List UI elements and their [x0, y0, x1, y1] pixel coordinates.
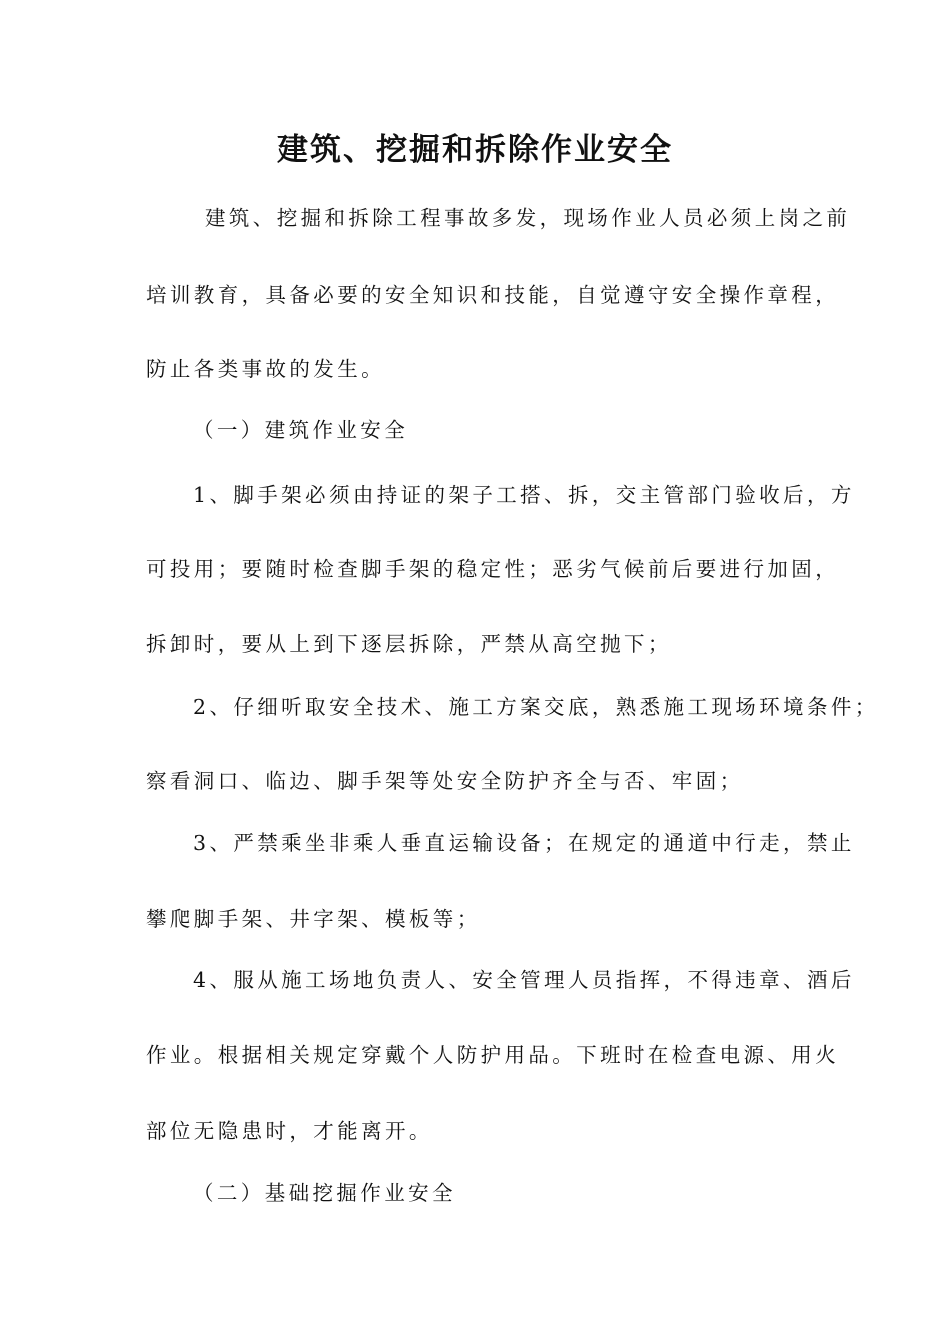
list-item-line: 可投用；要随时检查脚手架的稳定性；恶劣气候前后要进行加固，: [146, 557, 840, 581]
list-item-line: 4、服从施工场地负责人、安全管理人员指挥，不得违章、酒后: [193, 968, 855, 992]
list-item-line: 攀爬脚手架、井字架、模板等；: [146, 907, 481, 931]
paragraph-line: 培训教育，具备必要的安全知识和技能，自觉遵守安全操作章程，: [146, 283, 840, 307]
section-heading: （一）建筑作业安全: [193, 418, 409, 442]
paragraph-line: 防止各类事故的发生。: [146, 357, 385, 381]
list-item-line: 1、脚手架必须由持证的架子工搭、拆，交主管部门验收后，方: [193, 483, 855, 507]
document-title: 建筑、挖掘和拆除作业安全: [277, 132, 673, 168]
list-item-line: 作业。根据相关规定穿戴个人防护用品。下班时在检查电源、用火: [146, 1043, 840, 1067]
list-item-line: 部位无隐患时，才能离开。: [146, 1119, 433, 1143]
section-heading: （二）基础挖掘作业安全: [193, 1181, 456, 1205]
list-item-line: 察看洞口、临边、脚手架等处安全防护齐全与否、牢固；: [146, 769, 744, 793]
list-item-line: 拆卸时，要从上到下逐层拆除，严禁从高空抛下；: [146, 632, 672, 656]
list-item-line: 2、仔细听取安全技术、施工方案交底，熟悉施工现场环境条件；: [193, 695, 879, 719]
list-item-line: 3、严禁乘坐非乘人垂直运输设备；在规定的通道中行走，禁止: [193, 831, 855, 855]
paragraph-line: 建筑、挖掘和拆除工程事故多发，现场作业人员必须上岗之前: [205, 206, 851, 230]
